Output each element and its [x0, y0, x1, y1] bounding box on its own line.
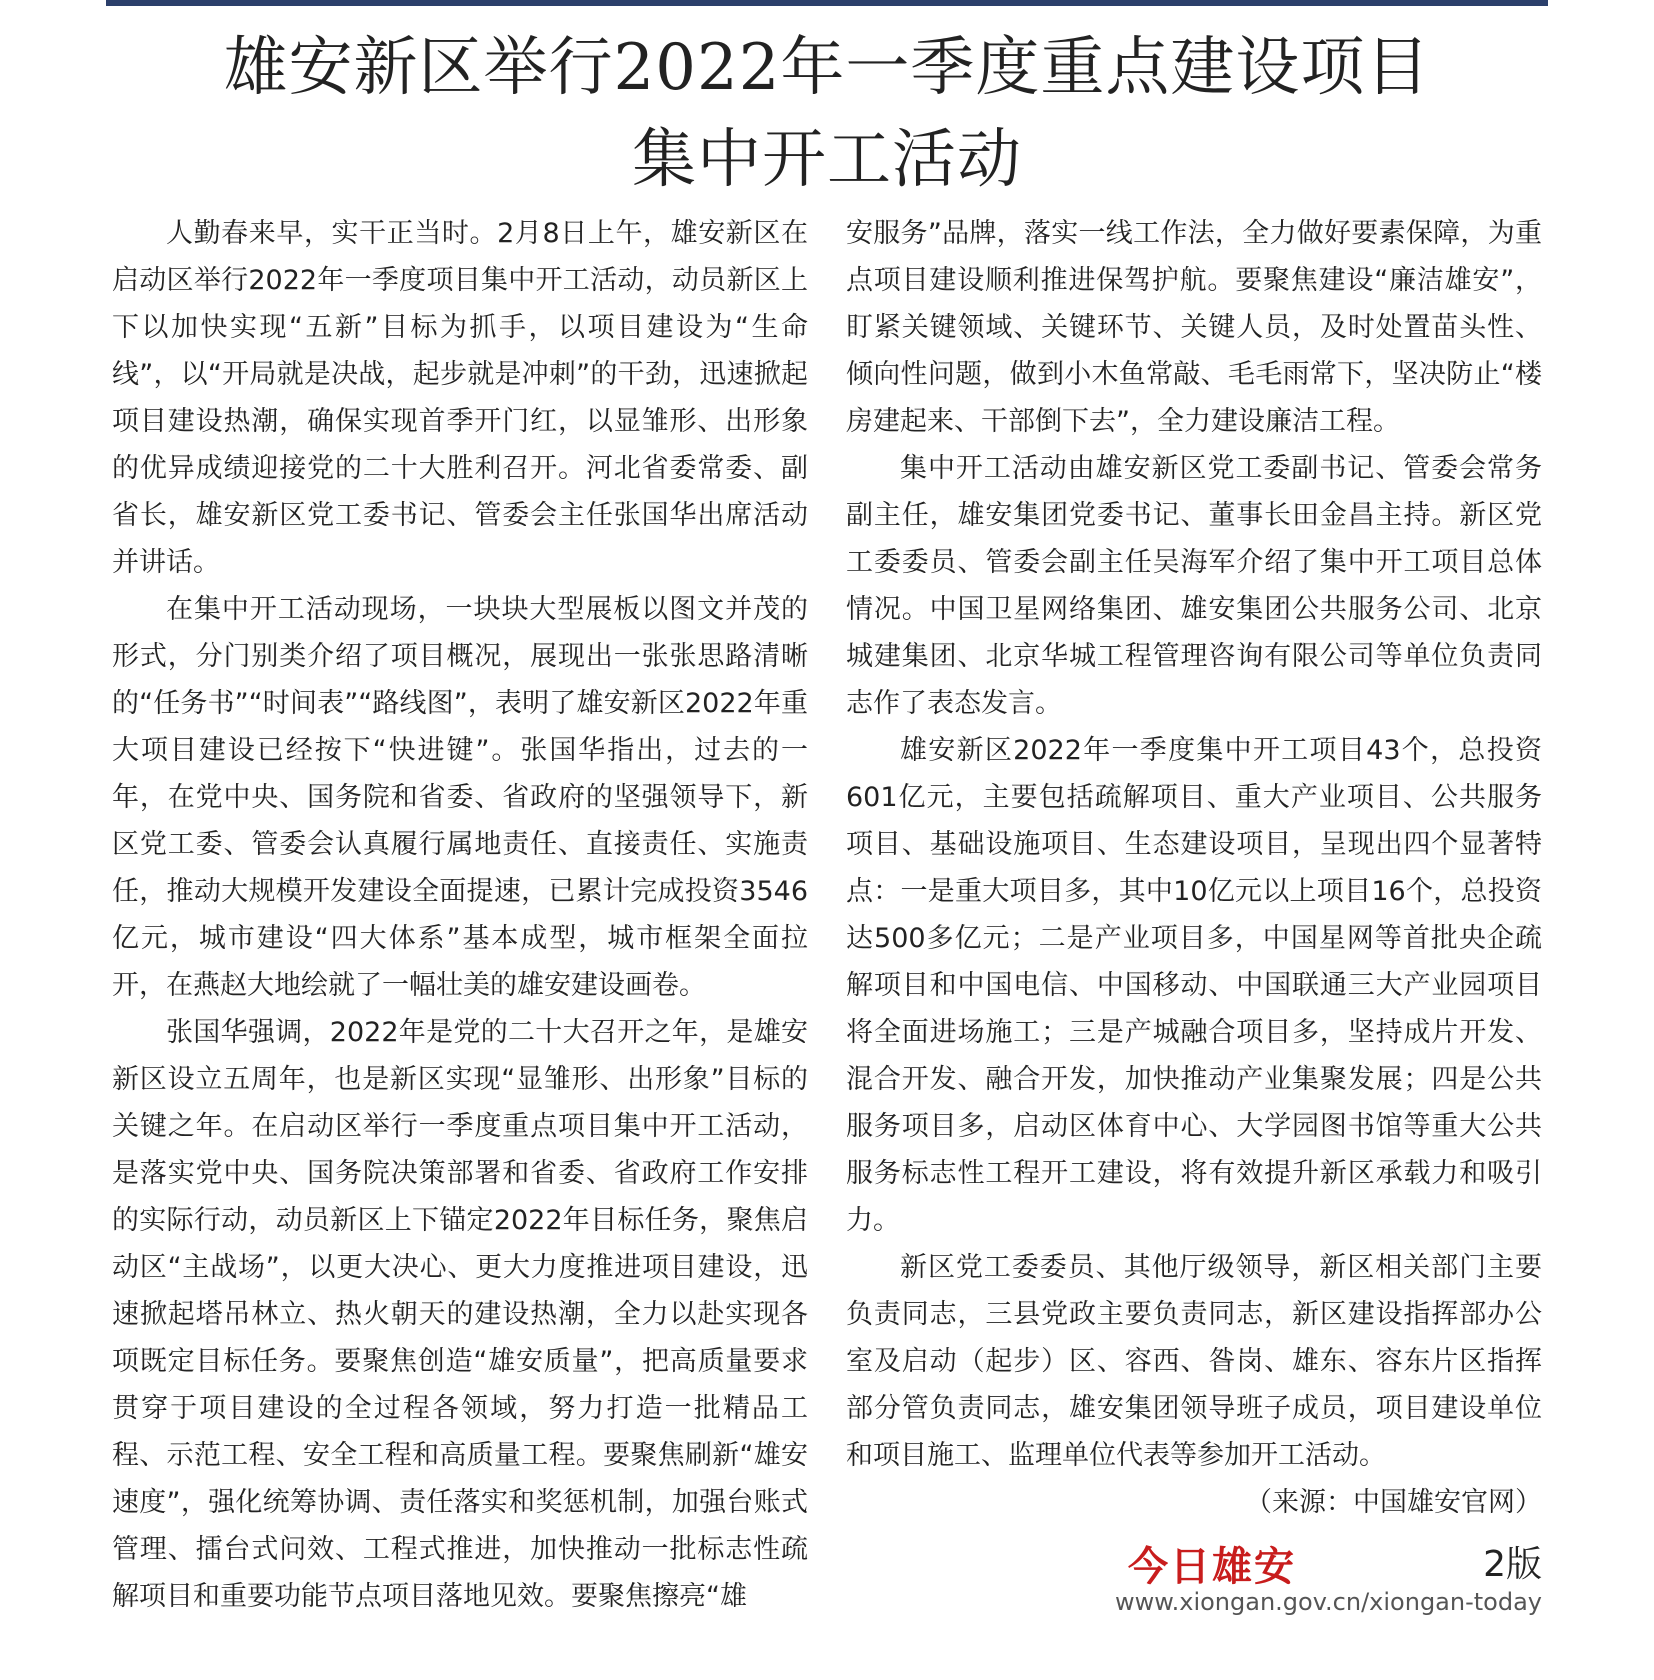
top-rule: [106, 0, 1548, 6]
publication-url: www.xiongan.gov.cn/xiongan-today: [1114, 1588, 1542, 1616]
paragraph-1: 人勤春来早，实干正当时。2月8日上午，雄安新区在启动区举行2022年一季度项目集中开工活动，动员新区上下以加快实现“五新”目标为抓手，以项目建设为“生命线”，以“开局就是决战，起步就是冲刺”的干劲，迅速掀起项目建设热潮，确保实现首季开门红，以显雏形、出形象的优异成绩迎接党的二十大胜利召开。河北省委常委、副省长，雄安新区党工委书记、管委会主任张国华出席活动并讲话。: [112, 218, 808, 578]
article-column-right: [846, 210, 1542, 1526]
source-credit: （来源：中国雄安官网）: [1245, 1487, 1542, 1518]
paragraph-4: 集中开工活动由雄安新区党工委副书记、管委会常务副主任，雄安集团党委书记、董事长田金昌主持。新区党工委委员、管委会副主任吴海军介绍了集中开工项目总体情况。中国卫星网络集团、雄安集团公共服务公司、北京城建集团、北京华城工程管理咨询有限公司等单位负责同志作了表态发言。: [846, 453, 1542, 719]
headline-line-2: 集中开工活动: [632, 123, 1022, 197]
paragraph-5: 雄安新区2022年一季度集中开工项目43个，总投资601亿元，主要包括疏解项目、重大产业项目、公共服务项目、基础设施项目、生态建设项目，呈现出四个显著特点：一是重大项目多，其中10亿元以上项目16个，总投资达500多亿元；二是产业项目多，中国星网等首批央企疏解项目和中国电信、中国移动、中国联通三大产业园项目将全面进场施工；三是产城融合项目多，坚持成片开发、混合开发、融合开发，加快推动产业集聚发展；四是公共服务项目多，启动区体育中心、大学园图书馆等重大公共服务标志性工程开工建设，将有效提升新区承载力和吸引力。: [846, 735, 1542, 1236]
paragraph-3: 张国华强调，2022年是党的二十大召开之年，是雄安新区设立五周年，也是新区实现“显雏形、出形象”目标的关键之年。在启动区举行一季度重点项目集中开工活动，是落实党中央、国务院决策部署和省委、省政府工作安排的实际行动，动员新区上下锚定2022年目标任务，聚焦启动区“主战场”，以更大决心、更大力度推进项目建设，迅速掀起塔吊林立、热火朝天的建设热潮，全力以赴实现各项既定目标任务。要聚焦创造“雄安质量”，把高质量要求贯穿于项目建设的全过程各领域，努力打造一批精品工程、示范工程、安全工程和高质量工程。要聚焦刷新“雄安速度”，强化统筹协调、责任落实和奖惩机制，加强台账式管理、擂台式问效、工程式推进，加快推动一批标志性疏解项目和重要功能节点项目落地见效。要聚焦擦亮“雄: [112, 1017, 808, 1612]
headline-line-1: 雄安新区举行2022年一季度重点建设项目: [223, 31, 1431, 105]
paragraph-2: 在集中开工活动现场，一块块大型展板以图文并茂的形式，分门别类介绍了项目概况，展现出一张张思路清晰的“任务书”“时间表”“路线图”，表明了雄安新区2022年重大项目建设已经按下“快进键”。张国华指出，过去的一年，在党中央、国务院和省委、省政府的坚强领导下，新区党工委、管委会认真履行属地责任、直接责任、实施责任，推动大规模开发建设全面提速，已累计完成投资3546亿元，城市建设“四大体系”基本成型，城市框架全面拉开，在燕赵大地绘就了一幅壮美的雄安建设画卷。: [112, 594, 808, 1001]
page-number: 2版: [1483, 1544, 1542, 1585]
article-column-left: [112, 210, 808, 1620]
article-headline: [106, 22, 1548, 206]
publication-logo: 今日雄安: [1128, 1543, 1296, 1590]
paragraph-3-continued: 安服务”品牌，落实一线工作法，全力做好要素保障，为重点项目建设顺利推进保驾护航。要聚焦建设“廉洁雄安”，盯紧关键领域、关键环节、关键人员，及时处置苗头性、倾向性问题，做到小木鱼常敲、毛毛雨常下，坚决防止“楼房建起来、干部倒下去”，全力建设廉洁工程。: [846, 218, 1542, 437]
paragraph-6: 新区党工委委员、其他厅级领导，新区相关部门主要负责同志，三县党政主要负责同志，新区建设指挥部办公室及启动（起步）区、容西、昝岗、雄东、容东片区指挥部分管负责同志，雄安集团领导班子成员，项目建设单位和项目施工、监理单位代表等参加开工活动。: [846, 1252, 1542, 1471]
